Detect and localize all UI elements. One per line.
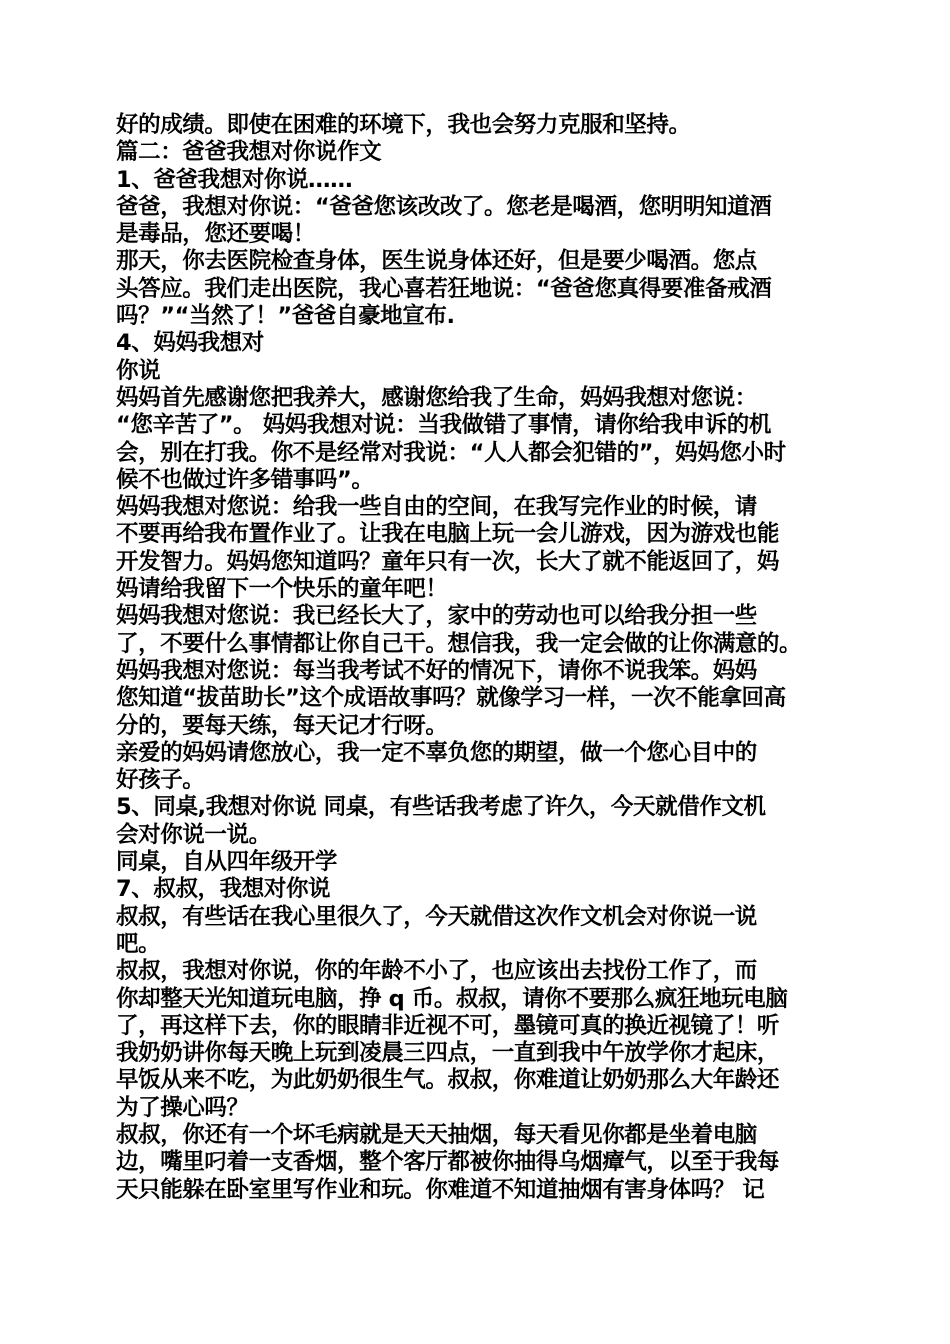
text-line: 妈妈我想对您说：每当我考试不好的情况下，请你不说我笨。妈妈 bbox=[116, 657, 757, 684]
text-line: 妈请给我留下一个快乐的童年吧！ bbox=[116, 576, 448, 603]
text-line: 了，不要什么事情都让你自己干。想信我，我一定会做的让你满意的。 bbox=[116, 630, 802, 657]
text-line: 妈妈首先感谢您把我养大，感谢您给我了生命，妈妈我想对您说： bbox=[116, 384, 757, 411]
text-line: 是毒品，您还要喝！ bbox=[116, 221, 315, 248]
text-line: 好的成绩。即使在困难的环境下，我也会努力克服和坚持。 bbox=[116, 112, 691, 138]
text-line: 5、同桌,我想对你说 同桌，有些话我考虑了许久，今天就借作文机 bbox=[116, 794, 766, 821]
text-line: 您知道“拔苗助长”这个成语故事吗？就像学习一样，一次不能拿回高 bbox=[116, 685, 786, 712]
text-line: 不要再给我布置作业了。让我在电脑上玩一会儿游戏，因为游戏也能 bbox=[116, 521, 780, 548]
text-line: 早饭从来不吃，为此奶奶很生气。叔叔，你难道让奶奶那么大年龄还 bbox=[116, 1067, 780, 1094]
text-line: 同桌，自从四年级开学 bbox=[116, 849, 338, 876]
text-line: 篇二：爸爸我想对你说作文 bbox=[116, 139, 382, 166]
text-line: 4、妈妈我想对 bbox=[116, 330, 264, 357]
text-line: 7、叔叔，我想对你说 bbox=[116, 876, 331, 903]
text-line: 头答应。我们走出医院，我心喜若狂地说：“爸爸您真得要准备戒酒 bbox=[116, 275, 772, 302]
text-line: 会，别在打我。你不是经常对我说：“人人都会犯错的”，妈妈您小时 bbox=[116, 439, 786, 466]
text-line: 叔叔，你还有一个坏毛病就是天天抽烟，每天看见你都是坐着电脑 bbox=[116, 1121, 757, 1148]
text-line: 爸爸，我想对你说：“爸爸您该改改了。您老是喝酒，您明明知道酒 bbox=[116, 193, 772, 220]
text-line: 了，再这样下去，你的眼睛非近视不可，墨镜可真的换近视镜了！听 bbox=[116, 1012, 780, 1039]
text-line: “您辛苦了”。 妈妈我想对说：当我做错了事情，请你给我申诉的机 bbox=[116, 412, 772, 439]
text-line: 分的，要每天练，每天记才行呀。 bbox=[116, 712, 448, 739]
text-line: 边，嘴里叼着一支香烟，整个客厅都被你抽得乌烟瘴气，以至于我每 bbox=[116, 1149, 780, 1176]
text-line: 开发智力。妈妈您知道吗？童年只有一次，长大了就不能返回了，妈 bbox=[116, 548, 780, 575]
text-line: 你却整天光知道玩电脑，挣 q 币。叔叔，请你不要那么疯狂地玩电脑 bbox=[116, 985, 788, 1012]
document-body bbox=[116, 112, 856, 1204]
text-line: 我奶奶讲你每天晚上玩到凌晨三四点，一直到我中午放学你才起床， bbox=[116, 1040, 780, 1067]
text-line: 天只能躲在卧室里写作业和玩。你难道不知道抽烟有害身体吗？ 记 bbox=[116, 1176, 765, 1203]
text-line: 为了操心吗？ bbox=[116, 1094, 249, 1121]
text-line: 吗？”“当然了！”爸爸自豪地宣布. bbox=[116, 303, 455, 330]
text-line: 亲爱的妈妈请您放心，我一定不辜负您的期望，做一个您心目中的 bbox=[116, 739, 757, 766]
text-line: 妈妈我想对您说：给我一些自由的空间，在我写完作业的时候，请 bbox=[116, 494, 757, 521]
text-line: 那天，你去医院检查身体，医生说身体还好，但是要少喝酒。您点 bbox=[116, 248, 757, 275]
text-line: 吧。 bbox=[116, 930, 161, 957]
text-line: 叔叔，我想对你说，你的年龄不小了，也应该出去找份工作了，而 bbox=[116, 958, 757, 985]
text-line: 妈妈我想对您说：我已经长大了，家中的劳动也可以给我分担一些 bbox=[116, 603, 757, 630]
text-line: 你说 bbox=[116, 357, 161, 384]
text-line: 候不也做过许多错事吗”。 bbox=[116, 466, 374, 493]
text-line: 叔叔，有些话在我心里很久了，今天就借这次作文机会对你说一说 bbox=[116, 903, 757, 930]
text-line: 1、爸爸我想对你说…… bbox=[116, 166, 353, 193]
text-line: 会对你说一说。 bbox=[116, 821, 271, 848]
text-line: 好孩子。 bbox=[116, 767, 205, 794]
